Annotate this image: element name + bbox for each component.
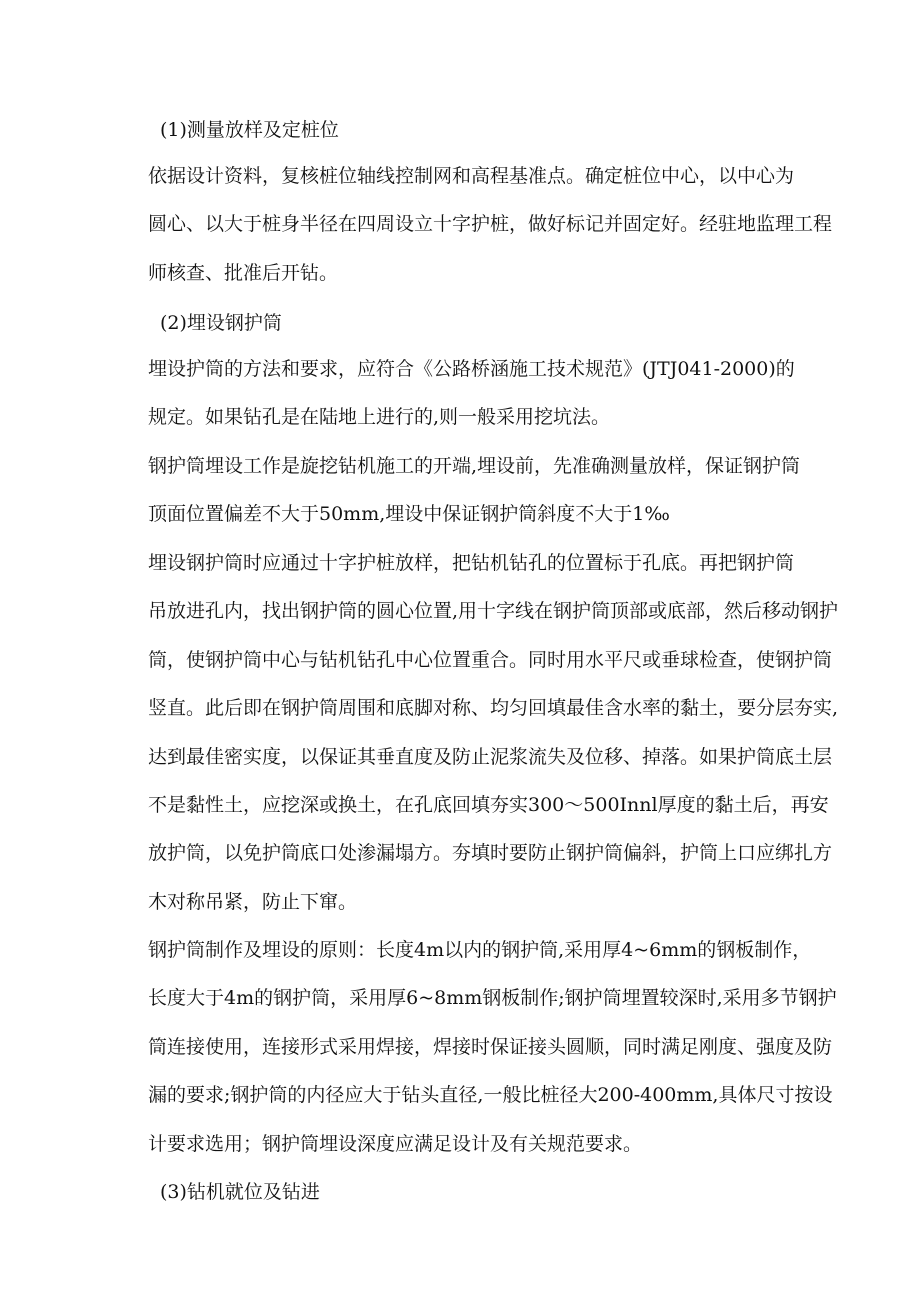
text-line: 钢护筒埋设工作是旋挖钻机施工的开端,埋设前，先准确测量放样，保证钢护筒	[148, 455, 801, 477]
text-line: 依据设计资料，复核桩位轴线控制网和高程基准点。确定桩位中心，以中心为	[148, 165, 795, 187]
text-line: 顶面位置偏差不大于50mm,埋设中保证钢护筒斜度不大于1‰	[148, 503, 670, 526]
heading-survey-staking: (1)测量放样及定桩位	[160, 119, 339, 141]
text-line: 埋设钢护筒时应通过十字护桩放样，把钻机钻孔的位置标于孔底。再把钢护筒	[148, 552, 795, 574]
heading-drill-positioning: (3)钻机就位及钻进	[160, 1181, 320, 1203]
text-line: 圆心、以大于桩身半径在四周设立十字护桩，做好标记并固定好。经驻地监理工程	[148, 213, 833, 236]
text-line: 规定。如果钻孔是在陆地上进行的,则一般采用挖坑法。	[148, 406, 611, 429]
paragraph-casing-method	[148, 345, 838, 442]
paragraph-casing-procedure	[148, 539, 838, 926]
text-line: 吊放进孔内，找出钢护筒的圆心位置,用十字线在钢护筒顶部或底部，然后移动钢护	[148, 600, 839, 623]
text-line: 达到最佳密实度，以保证其垂直度及防止泥浆流失及位移、掉落。如果护筒底土层	[148, 745, 833, 768]
text-line: 计要求选用；钢护筒埋设深度应满足设计及有关规范要求。	[148, 1132, 643, 1155]
text-line: 竖直。此后即在钢护筒周围和底脚对称、均匀回填最佳含水率的黏土，要分层夯实,	[148, 697, 839, 720]
text-line: 长度大于4m的钢护筒，采用厚6~8mm钢板制作;钢护筒埋置较深时,采用多节钢护	[148, 987, 837, 1010]
text-line: 木对称吊紧，防止下窜。	[148, 890, 358, 913]
paragraph-casing-principles	[148, 926, 838, 1168]
paragraph-survey-basis	[148, 152, 838, 297]
text-line: 漏的要求;钢护筒的内径应大于钻头直径,一般比桩径大200-400mm,具体尺寸按设	[148, 1084, 833, 1107]
heading-bury-casing: (2)埋设钢护筒	[160, 312, 282, 334]
text-line: 钢护筒制作及埋设的原则：长度4m以内的钢护筒,采用厚4~6mm的钢板制作，	[148, 939, 812, 961]
text-line: 筒连接使用，连接形式采用焊接，焊接时保证接头圆顺，同时满足刚度、强度及防	[148, 1035, 833, 1058]
text-line: 筒，使钢护筒中心与钻机钻孔中心位置重合。同时用水平尺或垂球检查，使钢护筒	[148, 648, 833, 671]
text-line: 师核查、批准后开钻。	[148, 261, 339, 284]
text-line: 埋设护筒的方法和要求，应符合《公路桥涵施工技术规范》(JTJ041-2000)的	[148, 358, 795, 380]
text-line: 不是黏性土，应挖深或换土，在孔底回填夯实300～500Innl厚度的黏土后，再安	[148, 793, 829, 816]
paragraph-casing-start	[148, 442, 838, 539]
text-line: 放护筒，以免护筒底口处渗漏塌方。夯填时要防止钢护筒偏斜，护筒上口应绑扎方	[148, 842, 833, 865]
